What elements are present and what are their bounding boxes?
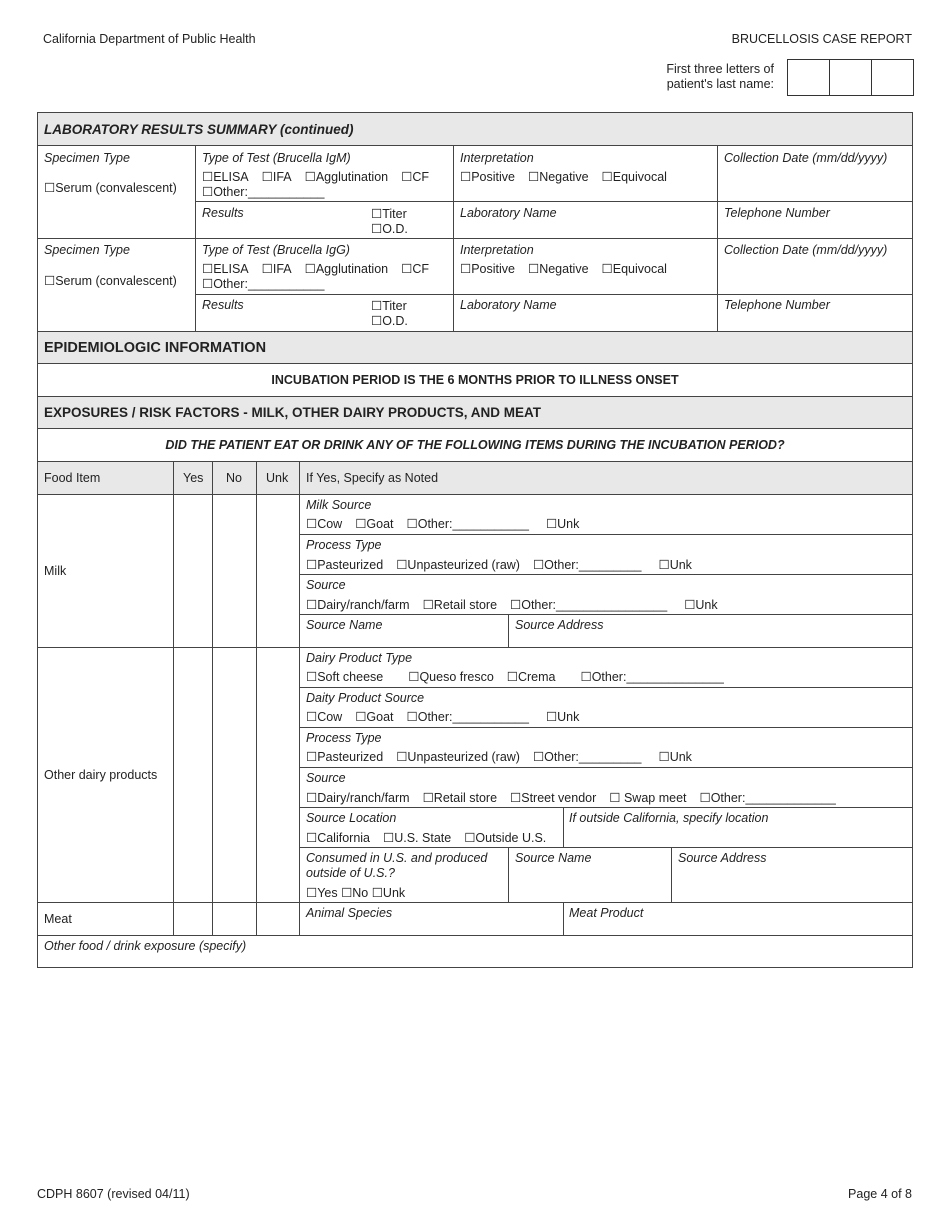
igg-elisa-checkbox[interactable]: ☐ELISA bbox=[202, 262, 249, 276]
igg-ifa-checkbox[interactable]: ☐IFA bbox=[261, 262, 292, 276]
igg-test-label: Type of Test (Brucella IgG) bbox=[202, 243, 350, 257]
dairy-source-label: Source bbox=[306, 771, 346, 785]
lab-section-header bbox=[37, 112, 913, 146]
milk-other-checkbox[interactable]: ☐Other:___________ bbox=[406, 517, 529, 531]
igg-results-label: Results bbox=[202, 298, 244, 312]
igg-interpretation-label: Interpretation bbox=[460, 243, 534, 257]
dairy-row-label: Other dairy products bbox=[44, 768, 158, 782]
igg-telephone-label: Telephone Number bbox=[724, 298, 830, 312]
igg-interpretation-options bbox=[460, 261, 667, 276]
exposure-section-header bbox=[37, 396, 913, 429]
igg-titer-checkbox[interactable]: ☐Titer bbox=[371, 299, 407, 313]
igg-od-checkbox[interactable]: ☐O.D. bbox=[371, 314, 408, 328]
igm-positive-checkbox[interactable]: ☐Positive bbox=[460, 170, 515, 184]
milk-process-type-label: Process Type bbox=[306, 538, 382, 552]
igg-specimen-serum[interactable]: ☐Serum (convalescent) bbox=[44, 274, 177, 288]
igm-interpretation-options bbox=[460, 169, 667, 184]
dairy-outside-us-checkbox[interactable]: ☐Outside U.S. bbox=[464, 831, 547, 845]
dairy-consumed-label-1: Consumed in U.S. and produced bbox=[306, 851, 488, 865]
igg-other-checkbox[interactable]: ☐Other:___________ bbox=[202, 277, 325, 291]
igg-negative-checkbox[interactable]: ☐Negative bbox=[527, 262, 589, 276]
meat-product-label: Meat Product bbox=[569, 906, 644, 920]
dairy-queso-fresco-checkbox[interactable]: ☐Queso fresco bbox=[408, 670, 494, 684]
milk-source-name-label: Source Name bbox=[306, 618, 383, 632]
igg-collection-date-label: Collection Date (mm/dd/yyyy) bbox=[724, 243, 888, 257]
igm-agglutination-checkbox[interactable]: ☐Agglutination bbox=[304, 170, 389, 184]
igg-equivocal-checkbox[interactable]: ☐Equivocal bbox=[601, 262, 667, 276]
dairy-animal-other-checkbox[interactable]: ☐Other:___________ bbox=[406, 710, 529, 724]
milk-unpasteurized-checkbox[interactable]: ☐Unpasteurized (raw) bbox=[396, 558, 520, 572]
milk-retail-store-checkbox[interactable]: ☐Retail store bbox=[422, 598, 498, 612]
last-name-letter-boxes bbox=[787, 59, 914, 96]
igm-results-label: Results bbox=[202, 206, 244, 220]
dairy-retail-store-checkbox[interactable]: ☐Retail store bbox=[422, 791, 498, 805]
col-food-item: Food Item bbox=[44, 471, 101, 485]
page-number: Page 4 of 8 bbox=[848, 1187, 912, 1201]
igm-specimen-serum[interactable]: ☐Serum (convalescent) bbox=[44, 181, 177, 195]
dairy-product-source-options bbox=[306, 709, 579, 724]
dairy-unpasteurized-checkbox[interactable]: ☐Unpasteurized (raw) bbox=[396, 750, 520, 764]
igg-positive-checkbox[interactable]: ☐Positive bbox=[460, 262, 515, 276]
dairy-outside-ca-label: If outside California, specify location bbox=[569, 811, 769, 825]
igg-specimen-type-label: Specimen Type bbox=[44, 243, 130, 257]
igm-test-label: Type of Test (Brucella IgM) bbox=[202, 151, 351, 165]
milk-source-type-options bbox=[306, 597, 718, 612]
meat-row bbox=[37, 902, 913, 936]
igm-collection-date-label: Collection Date (mm/dd/yyyy) bbox=[724, 151, 888, 165]
igm-telephone-label: Telephone Number bbox=[724, 206, 830, 220]
dairy-product-type-label: Dairy Product Type bbox=[306, 651, 413, 665]
igm-interpretation-label: Interpretation bbox=[460, 151, 534, 165]
meat-animal-species-label: Animal Species bbox=[306, 906, 393, 920]
letter-box-1[interactable] bbox=[788, 60, 830, 95]
dairy-consumed-options[interactable]: ☐Yes ☐No ☐Unk bbox=[306, 886, 406, 900]
dairy-swap-meet-checkbox[interactable]: ☐ Swap meet bbox=[609, 791, 687, 805]
question-row bbox=[37, 428, 913, 462]
dairy-process-other-checkbox[interactable]: ☐Other:_________ bbox=[532, 750, 642, 764]
dairy-animal-unk-checkbox[interactable]: ☐Unk bbox=[545, 710, 580, 724]
milk-dairy-farm-checkbox[interactable]: ☐Dairy/ranch/farm bbox=[306, 598, 410, 612]
dairy-goat-checkbox[interactable]: ☐Goat bbox=[355, 710, 394, 724]
dairy-location-options bbox=[306, 830, 546, 845]
dairy-source-options bbox=[306, 790, 836, 805]
col-yes: Yes bbox=[183, 471, 204, 485]
letter-box-2[interactable] bbox=[830, 60, 872, 95]
dairy-type-other-checkbox[interactable]: ☐Other:______________ bbox=[580, 670, 724, 684]
igm-od-checkbox[interactable]: ☐O.D. bbox=[371, 222, 408, 236]
meat-row-label: Meat bbox=[44, 912, 72, 926]
milk-source-other-checkbox[interactable]: ☐Other:________________ bbox=[510, 598, 668, 612]
dairy-pasteurized-checkbox[interactable]: ☐Pasteurized bbox=[306, 750, 384, 764]
dairy-source-location-label: Source Location bbox=[306, 811, 397, 825]
dairy-us-state-checkbox[interactable]: ☐U.S. State bbox=[383, 831, 452, 845]
milk-source-unk-checkbox[interactable]: ☐Unk bbox=[684, 598, 718, 612]
lab-section-title: LABORATORY RESULTS SUMMARY (continued) bbox=[44, 122, 354, 137]
igm-test-options bbox=[202, 169, 429, 184]
dairy-cow-checkbox[interactable]: ☐Cow bbox=[306, 710, 343, 724]
dairy-source-name-label: Source Name bbox=[515, 851, 592, 865]
igg-test-options bbox=[202, 261, 429, 276]
igg-lab-name-label: Laboratory Name bbox=[460, 298, 557, 312]
dairy-street-vendor-checkbox[interactable]: ☐Street vendor bbox=[510, 791, 597, 805]
igm-ifa-checkbox[interactable]: ☐IFA bbox=[261, 170, 292, 184]
milk-source-type-label: Source bbox=[306, 578, 346, 592]
incubation-note-row bbox=[37, 363, 913, 397]
igm-equivocal-checkbox[interactable]: ☐Equivocal bbox=[601, 170, 667, 184]
dairy-source-address-label: Source Address bbox=[678, 851, 767, 865]
dairy-soft-cheese-checkbox[interactable]: ☐Soft cheese bbox=[306, 670, 384, 684]
other-food-label: Other food / drink exposure (specify) bbox=[44, 939, 247, 953]
incubation-question: DID THE PATIENT EAT OR DRINK ANY OF THE FOLLOWING ITEMS DURING THE INCUBATION PERIOD? bbox=[165, 438, 785, 452]
agency-name: California Department of Public Health bbox=[43, 32, 256, 46]
milk-cow-checkbox[interactable]: ☐Cow bbox=[306, 517, 343, 531]
milk-process-unk-checkbox[interactable]: ☐Unk bbox=[658, 558, 692, 572]
epi-section-header bbox=[37, 331, 913, 364]
exposure-section-title: EXPOSURES / RISK FACTORS - MILK, OTHER DAIRY PRODUCTS, AND MEAT bbox=[44, 405, 542, 420]
col-no: No bbox=[226, 471, 242, 485]
igm-specimen-type-label: Specimen Type bbox=[44, 151, 130, 165]
incubation-note: INCUBATION PERIOD IS THE 6 MONTHS PRIOR TO ILLNESS ONSET bbox=[271, 373, 679, 387]
food-table-header bbox=[37, 461, 913, 495]
milk-process-options bbox=[306, 557, 692, 572]
igg-agglutination-checkbox[interactable]: ☐Agglutination bbox=[304, 262, 389, 276]
igm-elisa-checkbox[interactable]: ☐ELISA bbox=[202, 170, 249, 184]
milk-unk-checkbox[interactable]: ☐Unk bbox=[545, 517, 580, 531]
dairy-crema-checkbox[interactable]: ☐Crema bbox=[506, 670, 556, 684]
col-specify: If Yes, Specify as Noted bbox=[306, 471, 439, 485]
milk-source-address-label: Source Address bbox=[515, 618, 604, 632]
igm-titer-checkbox[interactable]: ☐Titer bbox=[371, 207, 407, 221]
milk-process-other-checkbox[interactable]: ☐Other:_________ bbox=[532, 558, 642, 572]
igm-negative-checkbox[interactable]: ☐Negative bbox=[527, 170, 589, 184]
igm-lab-name-label: Laboratory Name bbox=[460, 206, 557, 220]
igm-other-checkbox[interactable]: ☐Other:___________ bbox=[202, 185, 325, 199]
dairy-california-checkbox[interactable]: ☐California bbox=[306, 831, 371, 845]
igg-cf-checkbox[interactable]: ☐CF bbox=[401, 262, 429, 276]
dairy-process-unk-checkbox[interactable]: ☐Unk bbox=[658, 750, 692, 764]
dairy-farm-checkbox[interactable]: ☐Dairy/ranch/farm bbox=[306, 791, 410, 805]
dairy-consumed-label-2: outside of U.S.? bbox=[306, 866, 395, 880]
milk-source-label: Milk Source bbox=[306, 498, 372, 512]
last-name-label: First three letters of patient's last name: bbox=[666, 62, 774, 91]
milk-row-label: Milk bbox=[44, 564, 67, 578]
dairy-source-other-checkbox[interactable]: ☐Other:_____________ bbox=[699, 791, 836, 805]
dairy-process-options bbox=[306, 749, 692, 764]
form-id: CDPH 8607 (revised 04/11) bbox=[37, 1187, 190, 1201]
igm-cf-checkbox[interactable]: ☐CF bbox=[401, 170, 429, 184]
report-title: BRUCELLOSIS CASE REPORT bbox=[731, 32, 912, 46]
dairy-product-type-options bbox=[306, 669, 724, 684]
dairy-product-source-label: Daity Product Source bbox=[306, 691, 425, 705]
milk-goat-checkbox[interactable]: ☐Goat bbox=[355, 517, 394, 531]
milk-source-options bbox=[306, 516, 579, 531]
letter-box-3[interactable] bbox=[872, 60, 913, 95]
col-unk: Unk bbox=[266, 471, 289, 485]
dairy-process-type-label: Process Type bbox=[306, 731, 382, 745]
epi-section-title: EPIDEMIOLOGIC INFORMATION bbox=[44, 340, 267, 356]
milk-pasteurized-checkbox[interactable]: ☐Pasteurized bbox=[306, 558, 384, 572]
